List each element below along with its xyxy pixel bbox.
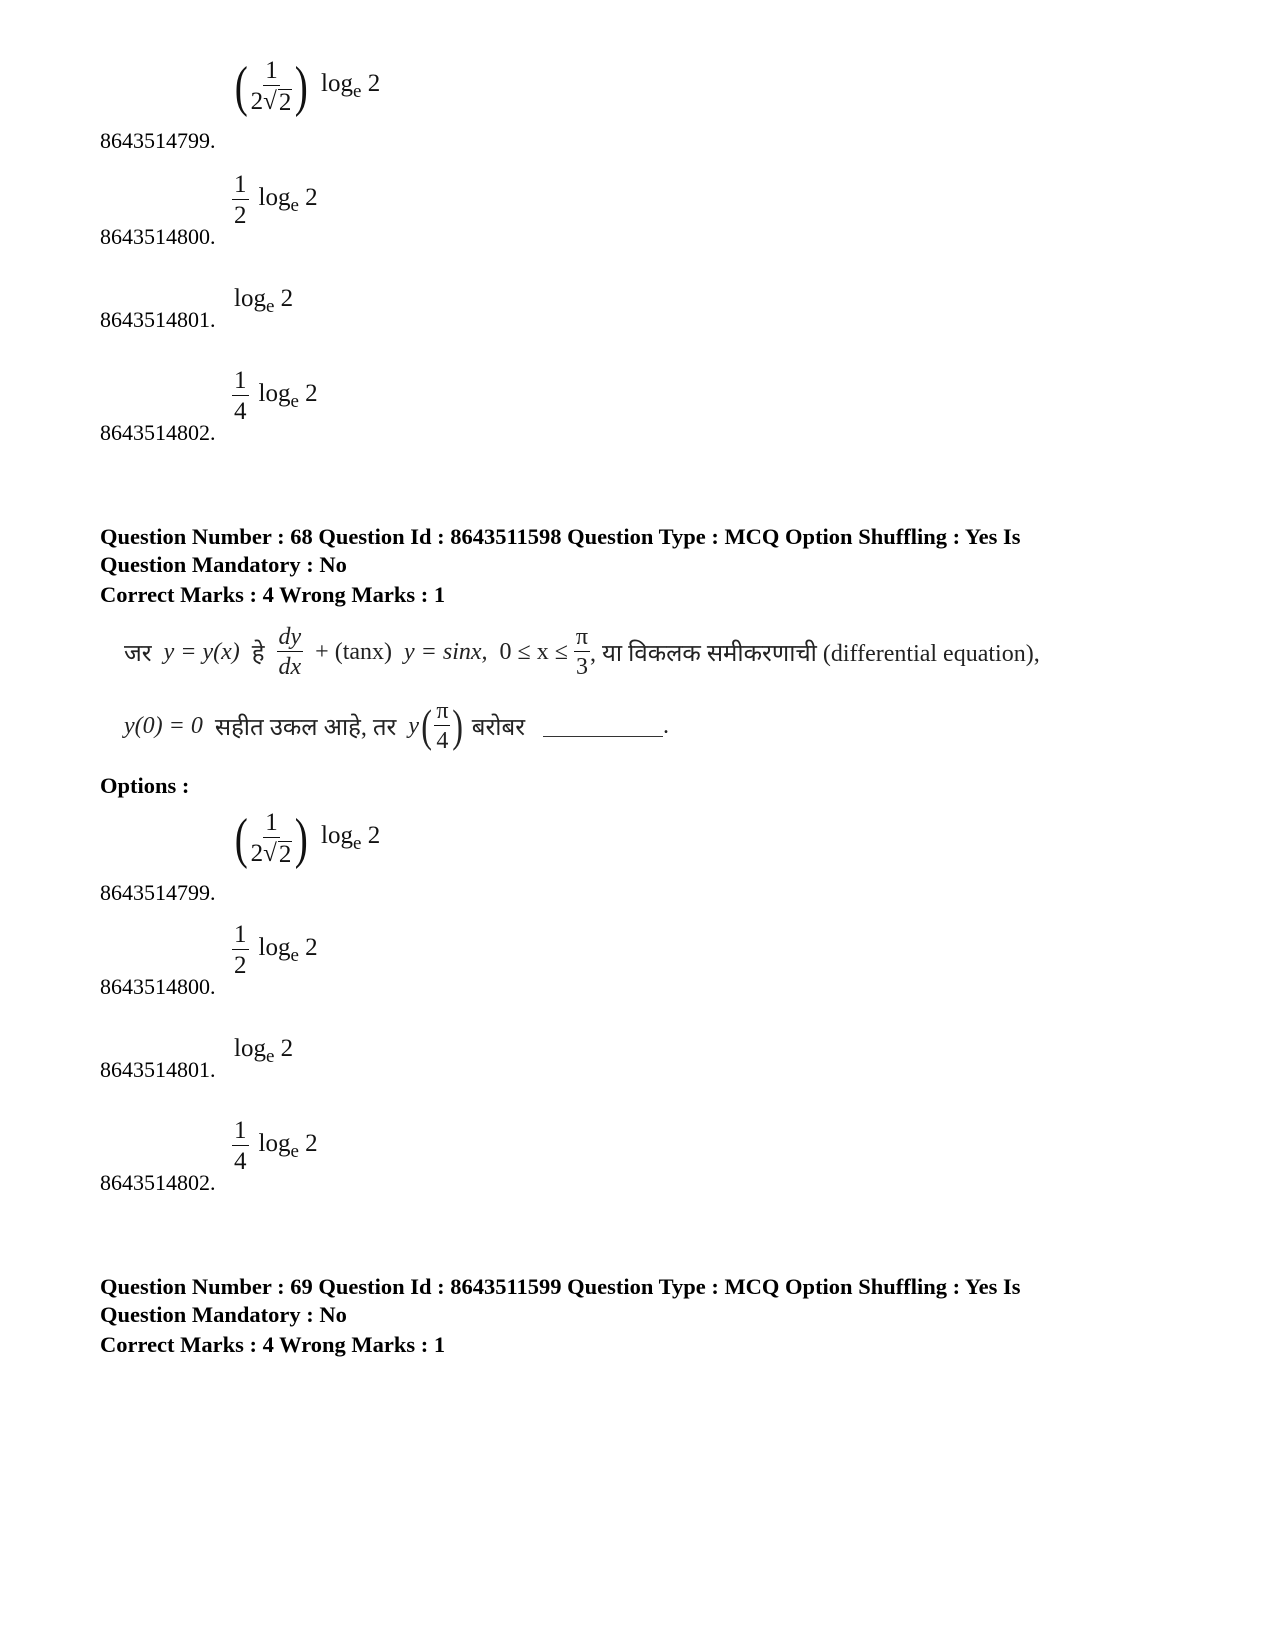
option-id: 8643514799. (100, 880, 216, 905)
question-marks: Correct Marks : 4 Wrong Marks : 1 (100, 1332, 446, 1357)
sqrt: √ 2 (263, 840, 292, 868)
question-text: जर y = y(x) हे $\frac{dy}{dx}$ + (tanx) y = sinx, 0 ≤ x ≤ $\frac{\pi}{3}$ , या विकलक समीकरणाची (differential equation), y(0) = 0 सहीत उकल आहे, तर y ( $\frac{\pi}{4}$ ) बरोबर . (124, 624, 1040, 754)
log-expr: $\log_e 2$ (321, 822, 381, 854)
question-header: Question Number : 68 Question Id : 8643511598 Question Type : MCQ Option Shuffling : Yes Is Question Mandatory : No (100, 524, 1021, 577)
option-row (100, 807, 700, 910)
sqrt: √ 2 (263, 88, 292, 116)
fraction: $\frac{1}{4}$ (234, 1117, 247, 1175)
pi-over-3: $\frac{\pi}{3}$ (575, 624, 588, 680)
log-expr: $\log_e 2$ (258, 933, 318, 966)
question-marks: Correct Marks : 4 Wrong Marks : 1 (100, 582, 446, 607)
log-expr: $\log_e 2$ (234, 1035, 294, 1067)
option-row (100, 55, 700, 158)
log-expr: $\log_e 2$ (234, 285, 294, 317)
answer-blank (543, 716, 663, 737)
derivative-fraction: $\frac{dy}{dx}$ (278, 624, 302, 680)
fraction: $\frac{1}{2}$ (234, 171, 247, 229)
option-math: ( 1 2√ 2 ) $\log_e 2$ (234, 807, 381, 870)
option-row (100, 922, 700, 1004)
option-math (234, 1035, 293, 1068)
option-id: 8643514801. (100, 1057, 216, 1082)
options-label: Options : (100, 773, 190, 798)
option-math (234, 285, 293, 318)
option-math (232, 55, 381, 118)
pi-over-4: $\frac{\pi}{4}$ (436, 698, 449, 754)
fraction: 1 2√ 2 (250, 809, 292, 868)
log-expr: $\log_e 2$ (258, 183, 318, 216)
option-row (100, 1118, 700, 1200)
option-id: 8643514802. (100, 1170, 216, 1195)
option-row (100, 368, 700, 450)
option-row (100, 1035, 700, 1087)
question-header: Question Number : 69 Question Id : 8643511599 Question Type : MCQ Option Shuffling : Yes Is Question Mandatory : No (100, 1274, 1021, 1327)
option-id: 8643514802. (100, 420, 216, 445)
option-id: 8643514801. (100, 307, 216, 332)
right-paren: ) (295, 55, 309, 118)
log-expr: $\log_e 2$ (258, 1129, 318, 1162)
fraction: 1 2√ 2 (250, 57, 292, 116)
fraction: $\frac{1}{4}$ (234, 367, 247, 425)
log-expr: $\log_e 2$ (258, 379, 318, 412)
option-math (232, 922, 318, 978)
option-id: 8643514799. (100, 128, 216, 153)
option-row (100, 172, 700, 254)
left-paren: ( (234, 55, 248, 118)
option-id: 8643514800. (100, 974, 216, 999)
option-id: 8643514800. (100, 224, 216, 249)
option-math (232, 1118, 318, 1174)
option-math (232, 172, 318, 228)
log-expr: $\log_e 2$ (321, 70, 381, 102)
option-math (232, 368, 318, 424)
option-row (100, 285, 700, 337)
fraction: $\frac{1}{2}$ (234, 921, 247, 979)
